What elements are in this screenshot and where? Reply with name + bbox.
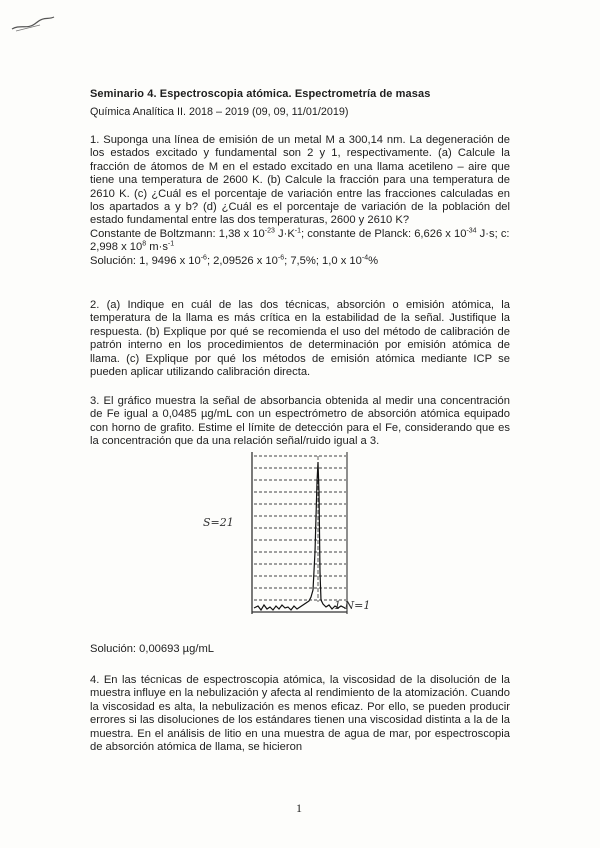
absorbance-signal-chart — [196, 452, 386, 618]
noise-annotation: 1 N=1 — [334, 599, 371, 612]
question-1 — [90, 134, 510, 268]
question-3-text: 3. El gráfico muestra la señal de absorbancia obtenida al medir una concentración de Fe igual a 0,0485 µg/mL con un espectrómetro de absorción atómica equipado con horno de grafito. Estime el límite de detección para el Fe, considerando que es la concentración que da una relación señal/ruido igual a 3. — [90, 395, 510, 448]
pen-mark — [10, 14, 56, 34]
question-3 — [90, 395, 510, 449]
chart-gridlines — [254, 456, 346, 600]
question-1-text: 1. Suponga una línea de emisión de un metal M a 300,14 nm. La degeneración de los estados excitado y fundamental son 2 y 1, respectivamente. (a) Calcule la fracción de átomos de M en el estado excitado en una llama acetileno – aire que tiene una temperatura de 2600 K. (b) Calcule la fracción para una temperatura de 2610 K. (c) ¿Cuál es el porcentaje de variación entre las fracciones calculadas en los apartados a y b? (d) ¿Cuál es el porcentaje de variación de la población del estado fundamental entre las dos temperaturas, 2600 y 2610 K? — [90, 134, 510, 227]
question-3-solution: Solución: 0,00693 µg/mL — [90, 643, 214, 655]
page-number: 1 — [296, 801, 302, 815]
seminar-title: Seminario 4. Espectroscopia atómica. Espectrometría de masas — [90, 88, 431, 100]
signal-annotation: S=21 — [203, 516, 234, 529]
question-1-constants: Constante de Boltzmann: 1,38 x $10^{-23}$ $J\cdot K^{-1}$; constante de Planck: 6,626 x $10^{-34}$ J·s; c: 2,998 x $10^8$ $m\cdot s^{-1}$ — [90, 227, 510, 254]
question-4-text: 4. En las técnicas de espectroscopia atómica, la viscosidad de la disolución de la muestra influye en la nebulización y afecta al rendimiento de la atomización. Cuando la viscosidad es alta, la nebulización es menos eficaz. Por ello, se pueden producir errores si las disoluciones de los estándares tienen una viscosidad distinta a la de la muestra. En el análisis de litio en una muestra de agua de mar, por espectroscopia de absorción atómica de llama, se hicieron — [90, 674, 510, 754]
question-2 — [90, 299, 510, 379]
question-2-text: 2. (a) Indique en cuál de las dos técnicas, absorción o emisión atómica, la temperatura de la llama es más crítica en la estabilidad de la señal. Justifique la respuesta. (b) Explique por qué se recomienda el uso del método de calibración de patrón interno en los procedimientos de determinación por emisión atómica de llama. (c) Explique por qué los métodos de emisión atómica mediante ICP se pueden aplicar utilizando calibración directa. — [90, 299, 510, 379]
course-subtitle: Química Analítica II. 2018 – 2019 (09, 09, 11/01/2019) — [90, 106, 349, 118]
question-4 — [90, 674, 510, 754]
question-1-solution: Solución: 1, 9496 x $10^{-6}$; 2,09526 x $10^{-6}$; 7,5%; 1,0 x $10^{-4}\%$ — [90, 253, 379, 267]
